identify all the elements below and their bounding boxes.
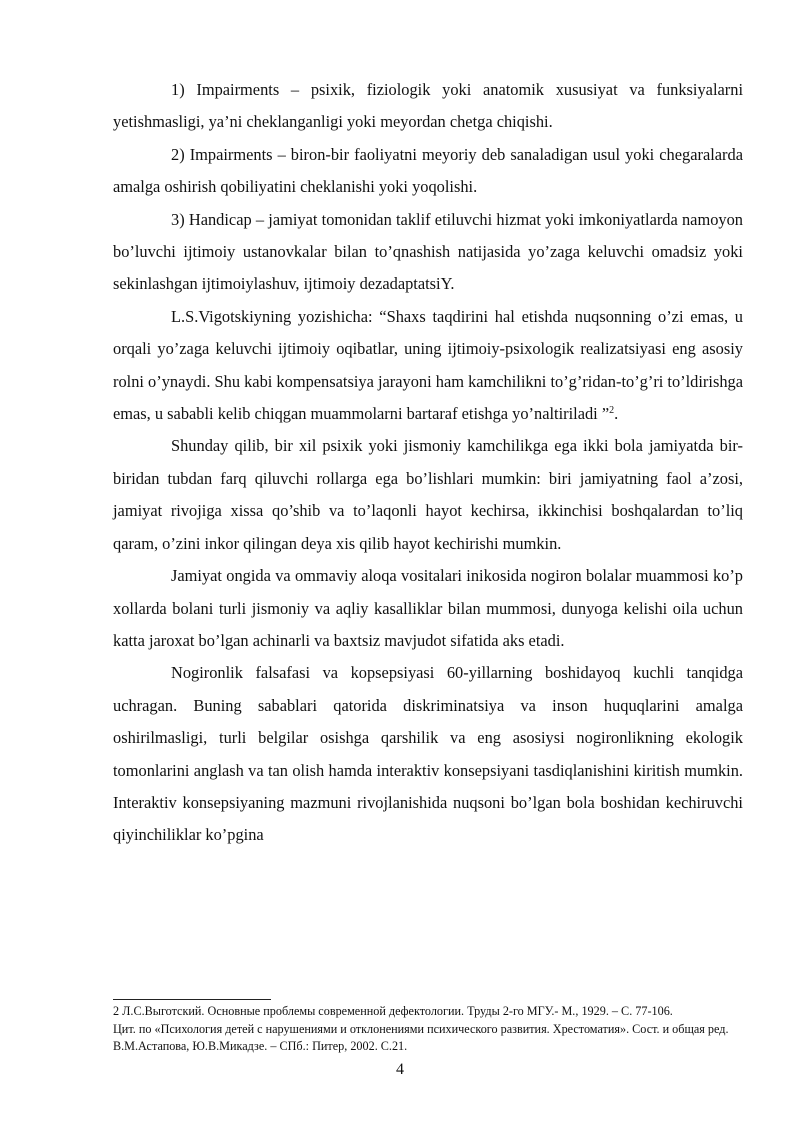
paragraph-vigotskiy-quote <box>113 301 743 431</box>
footnote-reference[interactable]: 2 <box>609 405 615 417</box>
footnote <box>113 1003 743 1056</box>
paragraph-disability-philosophy: Nogironlik falsafasi va kopsepsiyasi 60-yillarning boshidayoq kuchli tanqidga uchragan. Buning sabablari qatorida diskriminatsiya va inson huquqlarini amalga oshirilmasligi, turli belgilar osishga qarshilik va eng asosiysi nogironlikning ekologik tomonlarini anglash va tan olish hamda interaktiv konsepsiyani tasdiqlanishini kiritish mumkin. Interaktiv konsepsiyaning mazmuni rivojlanishida nuqsoni bo’lgan bola boshidan kechiruvchi qiyinchiliklar ko’pgina <box>113 663 743 845</box>
quote-period: . <box>614 404 619 424</box>
paragraph-impairments-2: 2) Impairments – biron-bir faoliyatni meyoriy deb sanaladigan usul yoki chegaralarda amalga oshirish qobiliyatini cheklanishi yoki yoqolishi. <box>113 144 743 197</box>
footnote-line-2: Цит. по «Психология детей с нарушениями и отклонениями психического развития. Хрестоматия». Сост. и общая ред. В.М.Астапова, Ю.В.Микадзе. – СПб.: Питер, 2002. С.21. <box>113 1021 729 1054</box>
paragraph-handicap: 3) Handicap – jamiyat tomonidan taklif etiluvchi hizmat yoki imkoniyatlarda namoyon bo’luvchi ijtimoiy ustanovkalar bilan to’qnashish natijasida yo’zaga keluvchi omadsiz yoki sekinlashgan ijtimoiylashuv, ijtimoiy dezadaptatsiY. <box>113 209 743 294</box>
quote-text: L.S.Vigotskiyning yozishicha: “Shaxs taqdirini hal etishda nuqsonning o’zi emas, u orqali yo’zaga keluvchi ijtimoiy oqibatlar, uning ijtimoiy-psixologik realizatsiyasi eng asosiy rolni o’ynaydi. Shu kabi kompensatsiya jarayoni ham kamchilikni to’g’ridan-to’g’ri to’ldirishga emas, u sababli kelib chiqgan muammolarni bartaraf etishga yo’naltiriladi ” <box>113 306 743 424</box>
page-number: 4 <box>396 1061 404 1078</box>
paragraph-impairments-1: 1) Impairments – psixik, fiziologik yoki anatomik xususiyat va funksiyalarni yetishmasligi, ya’ni cheklanganligi yoki meyordan chetga chiqishi. <box>113 80 743 132</box>
footnote-line-1: 2 Л.С.Выготский. Основные проблемы современной дефектологии. Труды 2-го МГУ.- М., 1929. – С. 77-106. <box>113 1004 673 1018</box>
footnote-separator <box>113 999 271 1000</box>
body-text <box>113 74 743 852</box>
paragraph-two-children: Shunday qilib, bir xil psixik yoki jismoniy kamchilikga ega ikki bola jamiyatda bir-biridan tubdan farq qiluvchi rollarga ega bo’lishlari mumkin: biri jamiyatning faol a’zosi, jamiyat rivojiga xissa qo’shib va to’laqonli hayot kechirsa, ikkinchisi boshqalardan to’liq qaram, o’zini inkor qilingan deya xis qilib hayot kechirishi mumkin. <box>113 436 743 553</box>
paragraph-public-perception: Jamiyat ongida va ommaviy aloqa vositalari inikosida nogiron bolalar muammosi ko’p xollarda bolani turli jismoniy va aqliy kasalliklar bilan mummosi, dunyoga kelishi oila uchun katta jaroxat bo’lgan achinarli va baxtsiz mavjudot sifatida aks etadi. <box>113 566 743 650</box>
